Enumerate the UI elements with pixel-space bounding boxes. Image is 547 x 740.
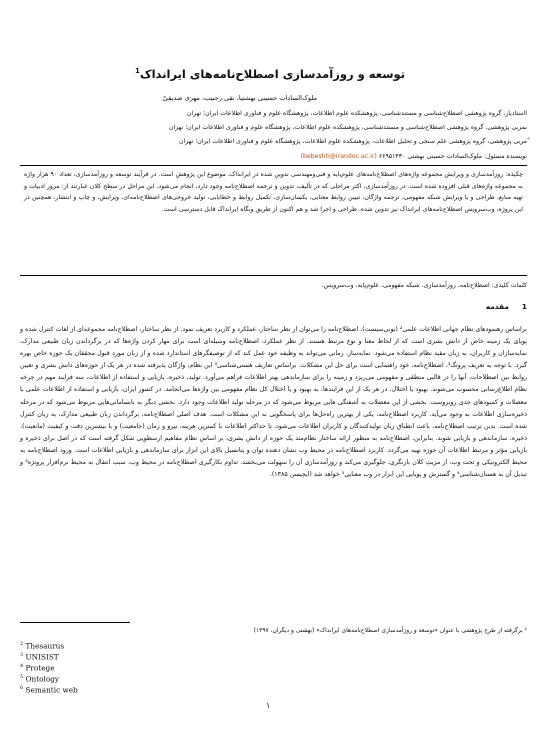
footnote-5: $^5$ Ontology — [20, 674, 60, 684]
body-paragraph: براساس رهنمودهای نظام جهانی اطلاعات علمی² (یونی‌سیست)، اصطلاح‌نامه را می‌توان از نظر ساختار، عملکرد و کاربرد تعریف نمود. از نظر ساختار، اصطلاح‌نامه مجموعه‌ای از لغات کنترل شده و پویای یک زمینه خاص از دانش بشری است که از لحاظ معنا و نوع مرتبط هستند. از نظر عملکرد، اصطلاح‌نامه وسیله‌ای است برای مهار کردن واژه‌ها که در برگرداندن زبان طبیعی مدارک، نمایه‌سازان و کاربران، به زبان مقید نظام استفاده می‌شود. نمایه‌ساز، زمانی می‌تواند به وظیفه خود عمل کند که از توصیفگرهای استاندارد شده و از زبان مورد قبول محققان یک حوزه خاص بهره گیرد. با توجه به تعریف پروتگ³، اصطلاح‌نامه، خود راهنمایی است برای حل این مشکلات. براساس تعاریف هستی‌شناسی⁴ این نظام، واژگان پذیرفته شده در هر یک از حوزه‌های دانش بشری و تعیین روابط بین اصطلاحات، آنها را در قالبی منطقی و مفهومی می‌ریزد و زمینه را برای سازماندهی بهتر اطلاعات فراهم می‌آورد. تولید، ذخیره، بازیابی و استفاده از اطلاعات، سه فرایند مهم در چرخه نظام اطلاع‌رسانی محسوب می‌شوند. بهبود یا اختلال، در هر یک از این فرایندها، به بهبود و یا اختلال کل نظام مفهومی بین واژه‌ها می‌انجامد. در کشور ایران، بازیابی و استفاده از اطلاعات علمی با معضلات و کمبودهای جدی روبروست. بخشی از این معضلات به آشفتگی هایی مربوط می‌شود که در مرحله تولید اطلاعات وجود دارد. بخشی دیگر به نابسامانی‌هایی مربوط می‌شود که در مرحله ذخیره‌سازی اطلاعات به وجود می‌آید. کاربرد اصطلاح‌نامه، یکی از بهترین راه‌حل‌ها برای پاسخگویی به این مشکلات است. هدف اصلی اصطلاح‌نامه، برگرداندن زبان طبیعی مدارک، به زبان کنترل شده است. بدین ترتیب اصطلاح‌نامه، باعث انطباق زبان تولیدکنندگان و کاربران اطلاعات می‌شود، تا حداکثر اطلاعات با کمترین هزینه، نیرو و زمان (جامعیت) و با بیشترین دقت و کیفیت (مانعیت)، ذخیره، سازماندهی و بازیابی شوند. بنابراین، اصطلاح‌نامه به منظور ارائه ساختار نظام‌مند یک حوزه از دانش بشری، بر اساس نظام مفاهیم ارسطویی شکل گرفته است که در اصل برای ذخیره و بازیابی مؤثر و مرتبط اطلاعات آن حوزه تهیه می‌گردد. کاربرد اصطلاح‌نامه در محیط وب نشان دهنده توان و پتانسیل بالای این ابزار برای سازماندهی و بازیابی اطلاعات است. ورود اصطلاح‌نامه به محیط الکترونیکی و تحت وب، از مزیتِ کلان بازنگری، جلوگیری می‌کند و روزآمدسازی آن را سهولت می‌بخشد. تداوم بکارگیری اصطلاح‌نامه در محیط وب، سبب انتقال به محیط نرم‌افزار پروتژه³ و تبدیل آن به هستان‌شناسی⁴ و گسترش و پویایی این ابزار در وب معنایی⁵ خواهد شد (ایچیسن ۱۳۸۵). — [20, 326, 527, 479]
footnote-1: ¹ برگرفته از طرح پژوهشی با عنوان «توسعه و روزآمدسازی اصطلاح‌نامه‌های ایرانداک» (بهشتی و دیگران، ۱۳۹۷) — [253, 628, 527, 634]
author-list: ملوک‌السادات حسینی بهشتیا، نقی رجبیب، مهری صدیقیْ — [162, 94, 317, 102]
page-number: ۱ — [266, 701, 271, 710]
footnote-6: $^6$ Semantic web — [20, 685, 78, 695]
keywords: کلمات کلیدی: اصطلاح‌نامه، روزآمدسازی، شبکه مفهومی، علوم‌پایه، وب‌سرویس. — [321, 282, 527, 289]
footnote-divider — [20, 622, 130, 623]
affiliation-3: ْمربی پژوهشی، گروه پژوهشی علم سنجی و تحلیل اطلاعات، پژوهشکده علوم اطلاعات، پژوهشگاه علوم و فناوری اطلاعات ایران؛ تهران — [179, 138, 527, 145]
corresponding-author — [301, 153, 527, 160]
section-number: 1 — [521, 302, 527, 311]
abstract-box — [20, 165, 527, 276]
abstract-text: چکیده: روزآمدسازی و ویرایش مجموعه واژه‌های اصطلاح‌نامه‌های علوم‌پایه و فنی‌ومهندسی تدوین شده در ایرانداک، موضوع این پژوهش است. در فرآیند توسعه و روزآمدسازی، تعداد ۹۰ هزار واژه به مجموعه واژه‌های قبلی افزوده شده است. در روزآمدسازی، اکثر مراحلی که در تألیف، تدوین و ترجمه اصطلاح‌نامه وجود دارد، انجام می‌شود. این مراحل در سطح کلان عبارتند از: مرور ادبیات و تهیه منابع، طراحی و یا ویرایش شبکه مفهومی، ترجمه واژگان، تبیین روابط معنایی، یکسان‌سازی، تکمیل روابط و خطایابی، تولید خروجی‌های اصطلاح‌نامه‌ای، ویرایش، و چاپ و انتشار. همچنین در این پروژه، وب‌سرویس اصطلاح‌نامه‌های ایرانداک نیز تدوین شده، طراحی و اجرا شد و هم اکنون از طریق وبگاه ایرانداک قابل دسترسی است. — [24, 171, 523, 213]
footnote-3: $^3$ UNISIST — [20, 652, 59, 662]
corresponding-label: نویسنده مسئول: ملوک‌السادات حسینی بهشتی ۶۶۹۵۱۴۳۰ — [378, 153, 527, 160]
affiliation-1: ااستادیار، گروه پژوهشی اصطلاح‌شناسی و مستندشناسی، پژوهشکده علوم اطلاعات، پژوهشگاه علوم و فناوری اطلاعات ایران؛ تهران — [186, 110, 527, 117]
section-heading — [486, 302, 527, 311]
title-footnote-marker: 1 — [134, 67, 140, 76]
footnote-4: $^4$ Protege — [20, 663, 55, 673]
footnote-2: $^2$ Thesaurus — [20, 641, 65, 651]
section-title: مقدمه — [485, 302, 509, 311]
affiliation-2: بمربی پژوهشی، گروه پژوهشی اصطلاح‌شناسی و مستندشناسی، پژوهشکده علوم اطلاعات، پژوهشگاه علوم و فناوری اطلاعات ایران؛ تهران — [169, 124, 527, 131]
corresponding-email[interactable]: (bebeshti@irandoc.ac.ir) — [300, 153, 377, 160]
paper-title: توسعه و روزآمدسازی اصطلاح‌نامه‌های ایرانداک$^1$ — [134, 67, 406, 81]
